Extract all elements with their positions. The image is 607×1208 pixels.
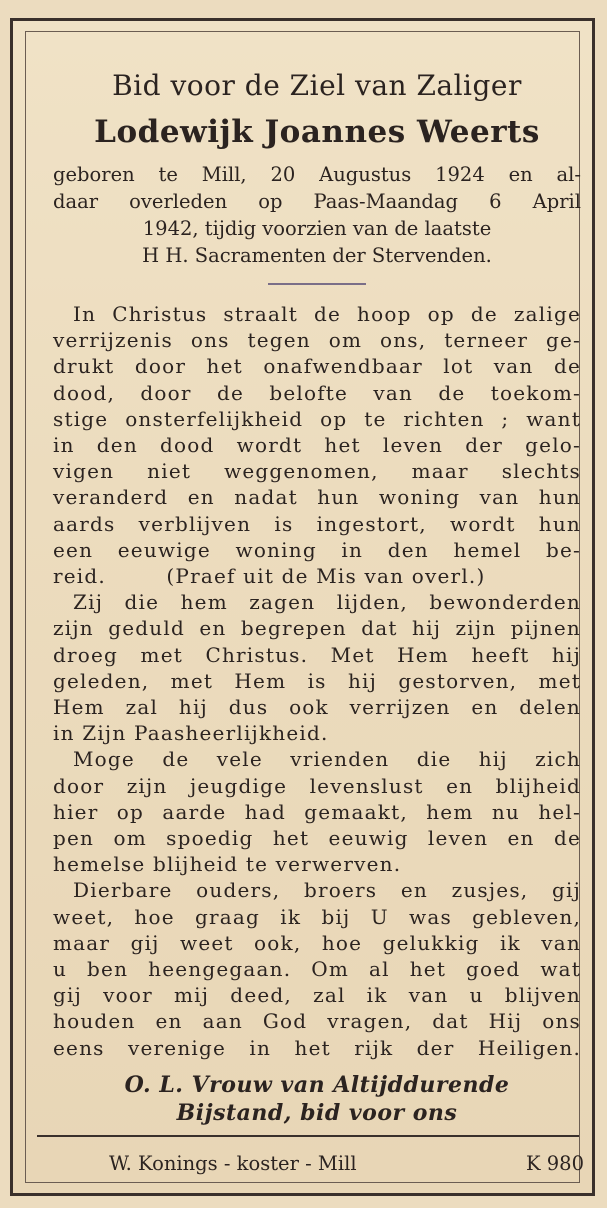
text-line: reid. (Praef uit de Mis van overl.): [53, 564, 486, 589]
text-line: door zijn jeugdige levenslust en blijheid: [53, 773, 581, 798]
intro-text: [53, 161, 581, 269]
text-line: geleden, met Hem is hij gestorven, met: [53, 668, 581, 693]
memorial-card: [10, 18, 595, 1196]
heading: Bid voor de Ziel van Zaliger: [112, 69, 522, 102]
text-line: dood, door de belofte van de toekom-: [53, 380, 581, 405]
text-line: in den dood wordt het leven der gelo-: [53, 433, 581, 458]
intro-line: 1942, tijdig voorzien van de laatste: [142, 217, 492, 240]
text-line: Moge de vele vrienden die hij zich: [73, 747, 581, 772]
footer: [109, 1151, 584, 1177]
text-line: houden en aan God vragen, dat Hij ons: [53, 1009, 581, 1034]
paragraph-4: [53, 877, 581, 1060]
text-line: aards verblijven is ingestort, wordt hun: [53, 511, 581, 536]
text-line: u ben heengegaan. Om al het goed wat: [53, 957, 581, 982]
text-line: hemelse blijheid te verwerven.: [53, 852, 402, 877]
prayer: [53, 1071, 581, 1127]
card-code: K 980: [526, 1152, 584, 1175]
text-line: in Zijn Paasheerlijkheid.: [53, 721, 329, 746]
text-line: droeg met Christus. Met Hem heeft hij: [53, 642, 581, 667]
paragraph-2: [53, 589, 581, 746]
text-line: hier op aarde had gemaakt, hem nu hel-: [53, 799, 581, 824]
text-line: Dierbare ouders, broers en zusjes, gij: [73, 878, 581, 903]
text-line: maar gij weet ook, hoe gelukkig ik van: [53, 930, 581, 955]
card-content: [53, 61, 581, 1127]
text-line: weet, hoe graag ik bij U was gebleven,: [53, 904, 581, 929]
text-line: pen om spoedig het eeuwig leven en de: [53, 826, 581, 851]
text-line: een eeuwige woning in den hemel be-: [53, 537, 581, 562]
text-line: vigen niet weggenomen, maar slechts: [53, 459, 581, 484]
text-line: veranderd en nadat hun woning van hun: [53, 485, 581, 510]
text-line: drukt door het onafwendbaar lot van de: [53, 354, 581, 379]
paragraph-3: [53, 746, 581, 877]
deceased-name: Lodewijk Joannes Weerts: [94, 114, 540, 150]
intro-line: daar overleden op Paas-Maandag 6 April: [53, 190, 581, 213]
divider: [268, 283, 366, 285]
intro-line: H H. Sacramenten der Stervenden.: [142, 244, 492, 267]
printer-credit: W. Konings - koster - Mill: [109, 1152, 357, 1175]
footer-divider: [37, 1135, 579, 1137]
text-line: In Christus straalt de hoop op de zalige: [73, 302, 581, 326]
text-line: Hem zal hij dus ook verrijzen en delen: [53, 695, 581, 720]
paragraph-1: [53, 301, 581, 589]
intro-line: geboren te Mill, 20 Augustus 1924 en al-: [53, 163, 581, 186]
text-line: zijn geduld en begrepen dat hij zijn pijnen: [53, 616, 581, 641]
text-line: eens verenige in het rijk der Heiligen.: [53, 1035, 581, 1060]
text-line: verrijzenis ons tegen om ons, terneer ge-: [53, 328, 581, 353]
text-line: gij voor mij deed, zal ik van u blijven: [53, 983, 581, 1008]
prayer-line: Bijstand, bid voor ons: [176, 1099, 458, 1126]
text-line: stige onsterfelijkheid op te richten ; want: [53, 406, 581, 431]
prayer-line: O. L. Vrouw van Altijddurende: [124, 1071, 510, 1098]
text-line: Zij die hem zagen lijden, bewonderden: [73, 590, 581, 615]
